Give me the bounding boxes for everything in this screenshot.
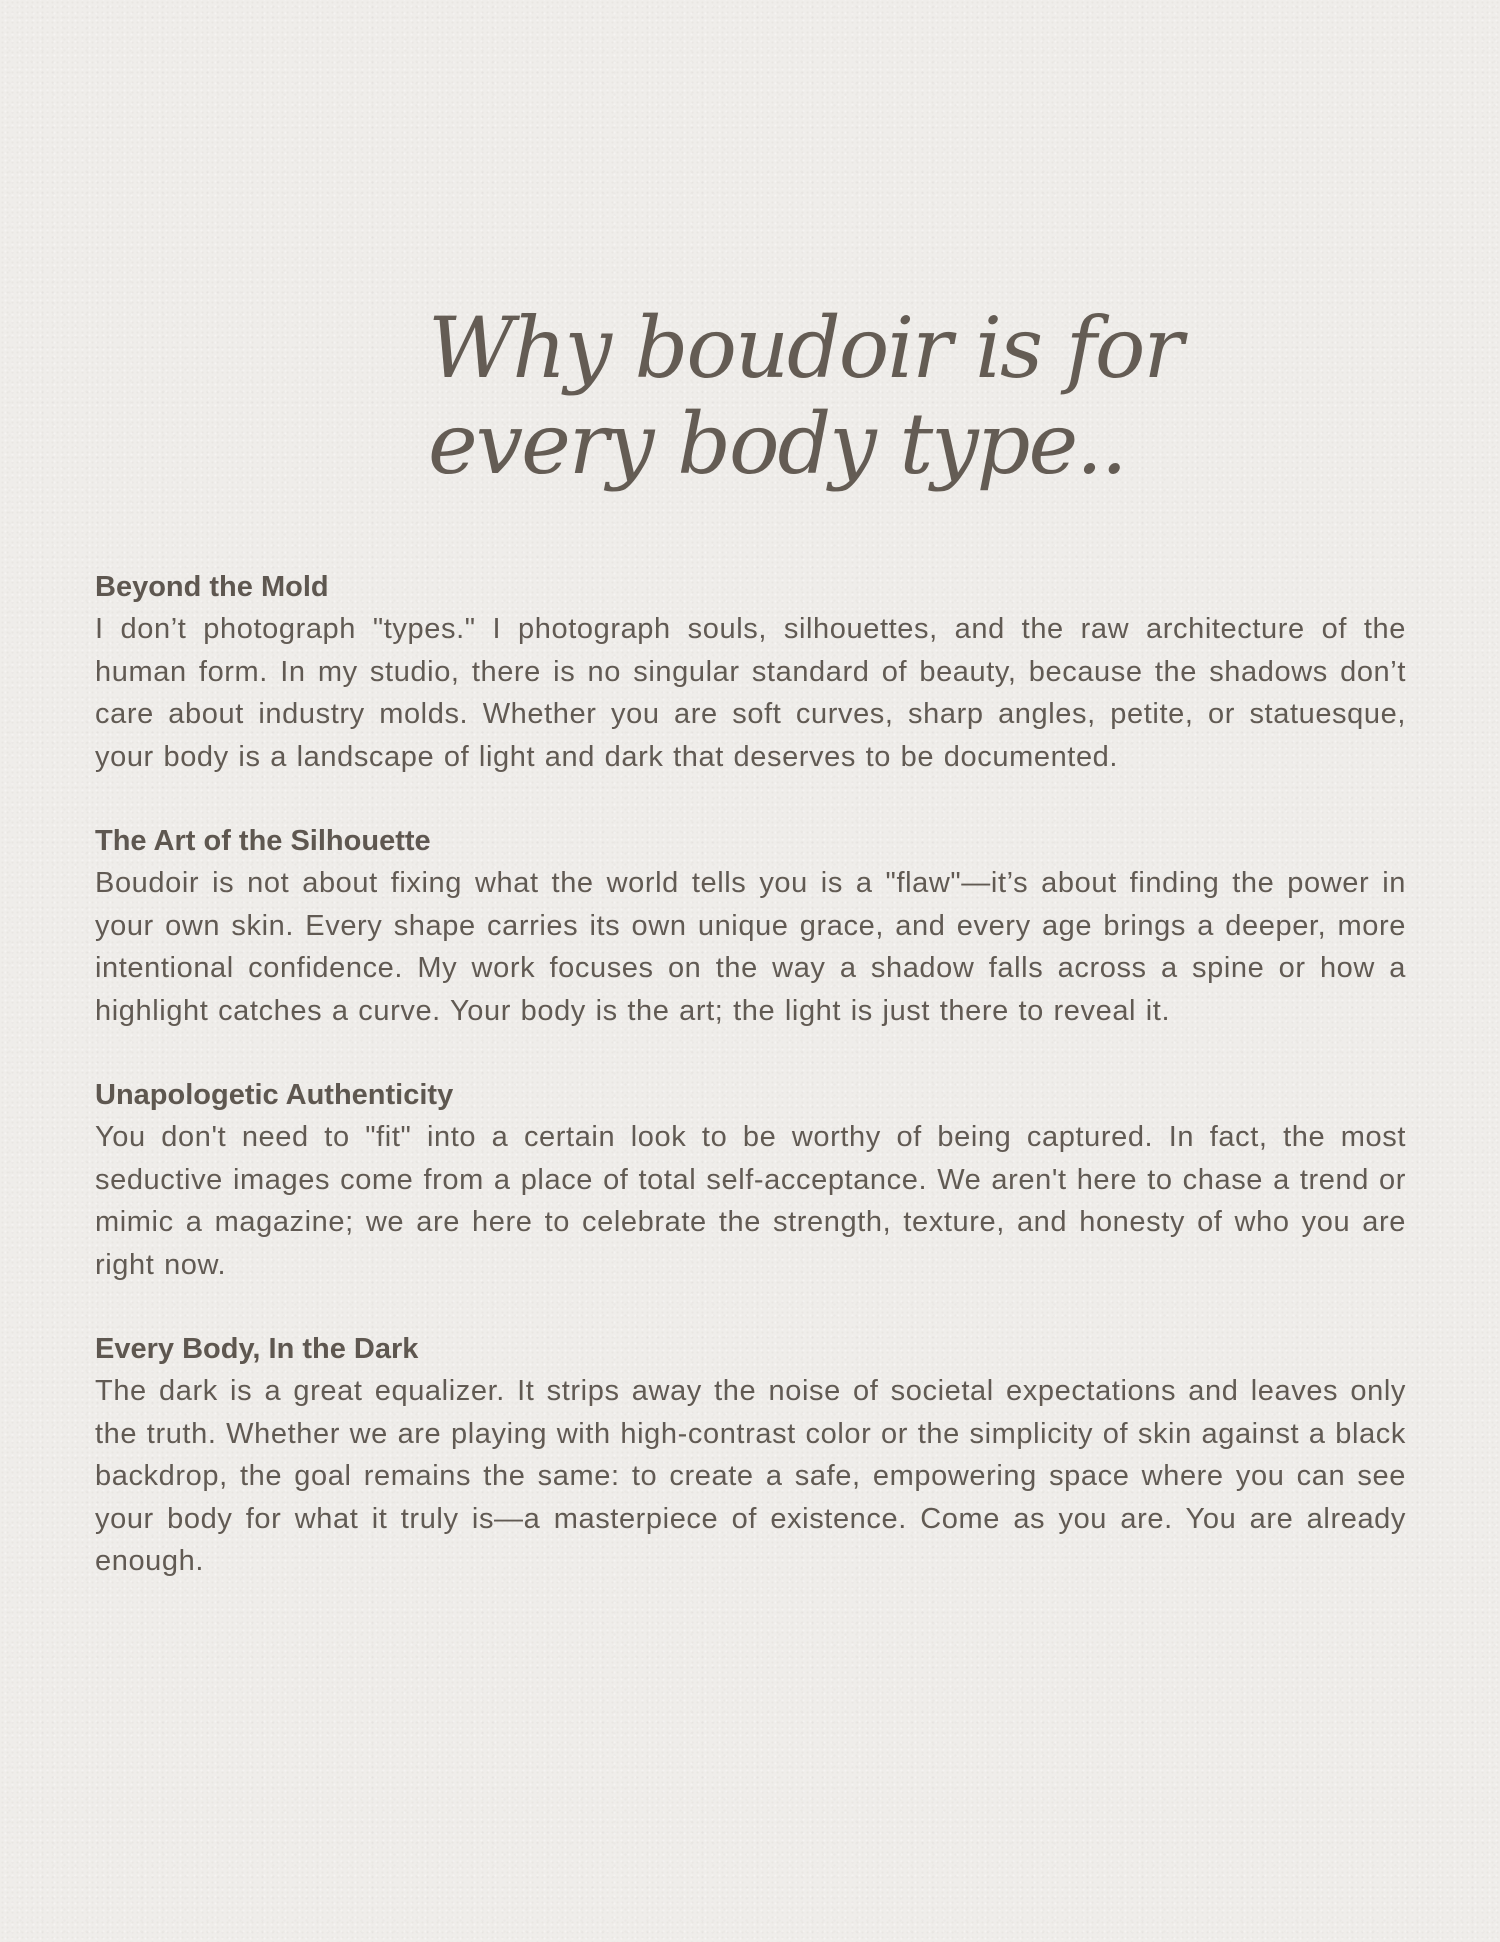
page-title-line-2: every body type.. <box>428 395 1126 493</box>
section-heading: Unapologetic Authenticity <box>95 1079 454 1111</box>
section-beyond-the-mold <box>95 566 1406 778</box>
section-art-of-the-silhouette <box>95 820 1406 1032</box>
section-paragraph: You don't need to "fit" into a certain look to be worthy of being captured. In fact, the most seductive images come from a place of total self-acceptance. We aren't here to chase a trend or mimic a magazine; we are here to celebrate the strength, texture, and honesty of who you are right now. <box>95 1121 1406 1281</box>
article-content <box>95 566 1406 1625</box>
section-paragraph: The dark is a great equalizer. It strips away the noise of societal expectations and leaves only the truth. Whether we are playing with high-contrast color or the simplicity of skin against a black backdrop, the goal remains the same: to create a safe, empowering space where you can see your body for what it truly is—a masterpiece of existence. Come as you are. You are already enough. <box>95 1375 1406 1577</box>
section-paragraph: I don’t photograph "types." I photograph souls, silhouettes, and the raw architecture of the human form. In my studio, there is no singular standard of beauty, because the shadows don’t care about industry molds. Whether you are soft curves, sharp angles, petite, or statuesque, your body is a landscape of light and dark that deserves to be documented. <box>95 613 1406 773</box>
section-every-body-in-the-dark <box>95 1328 1406 1583</box>
section-unapologetic-authenticity <box>95 1074 1406 1286</box>
page-title-line-1: Why boudoir is for <box>428 299 1182 397</box>
page-title <box>428 300 1188 492</box>
section-paragraph: Boudoir is not about fixing what the world tells you is a "flaw"—it’s about finding the power in your own skin. Every shape carries its own unique grace, and every age brings a deeper, more intentional confidence. My work focuses on the way a shadow falls across a spine or how a highlight catches a curve. Your body is the art; the light is just there to reveal it. <box>95 867 1406 1027</box>
section-heading: Beyond the Mold <box>95 571 329 603</box>
section-heading: The Art of the Silhouette <box>95 825 431 857</box>
section-heading: Every Body, In the Dark <box>95 1333 419 1365</box>
